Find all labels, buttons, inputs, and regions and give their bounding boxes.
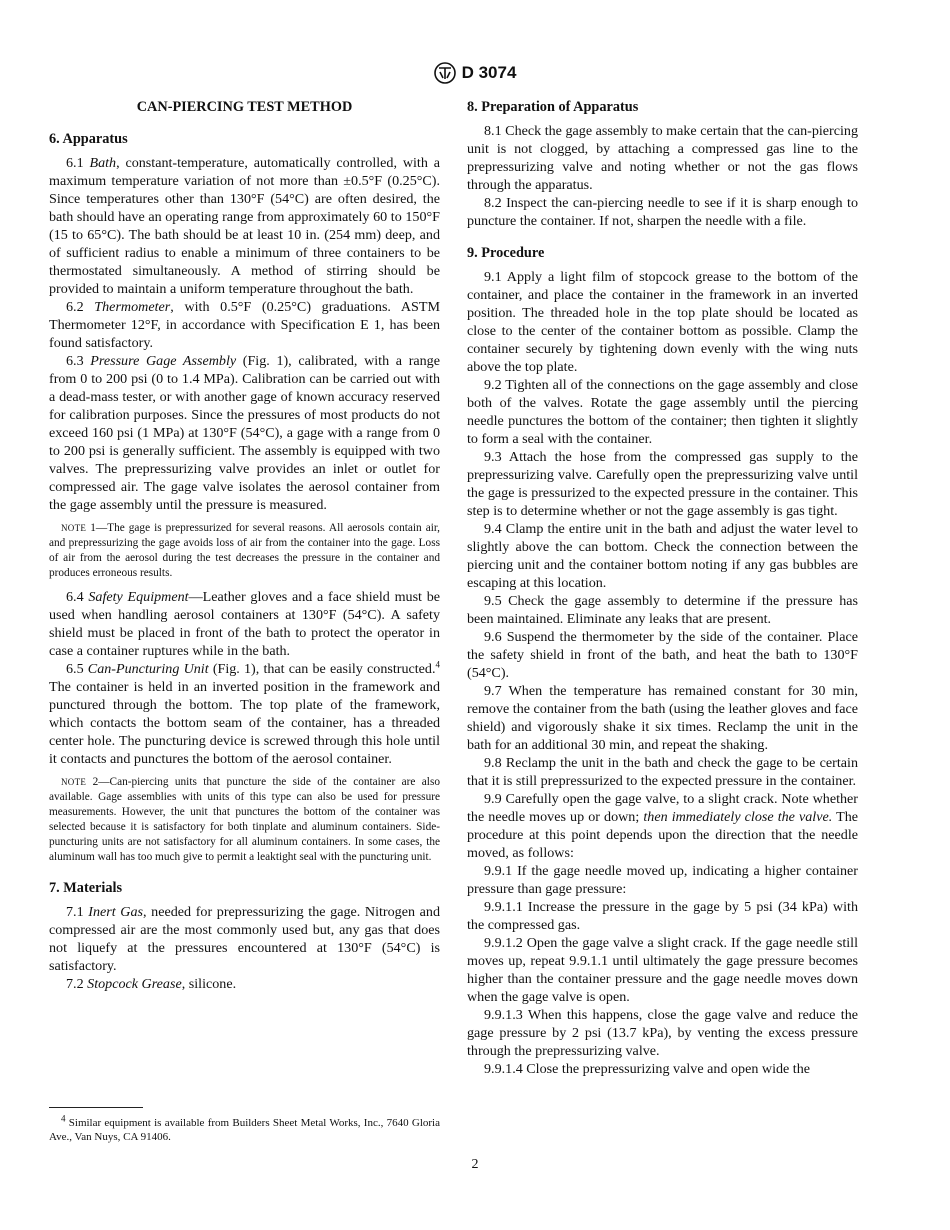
section-heading-preparation: 8. Preparation of Apparatus	[467, 99, 639, 115]
paragraph-6-3: 6.3 Pressure Gage Assembly (Fig. 1), calibrated, with a range from 0 to 200 psi (0 to 1.4 MPa). Calibration can be carried out with a dead-mass tester, or with another gage of known accuracy reserved for calibration purposes. Since the pressures of most products do not exceed 160 psi (1 MPa) at 130°F (54°C), a gage with a range from 0 to 200 psi is generally sufficient. The assembly is equipped with two valves. The prepressurizing valve provides an inlet or outlet for compressed air. The gage valve isolates the aerosol container from the gage assembly until the pressure is measured.	[49, 353, 440, 513]
note-2: NOTE 2—Can-piercing units that puncture the side of the container are also available. Gage assemblies with units of this type can also be used for pressure measurements. However, the unit that punctures the bottom of the container was selected because it is satisfactory for both tinplate and aluminum containers. Side-puncturing units are not satisfactory for all aluminum containers. In some cases, the aluminum wall has too much give to permit a leaktight seal with the puncturing unit.	[49, 776, 440, 863]
paragraph-6-4: 6.4 Safety Equipment—Leather gloves and a face shield must be used when handling aerosol containers at 130°F (54°C). A safety shield must be placed in front of the bath to protect the operator in case a container ruptures while in the bath.	[49, 589, 441, 659]
footnote-rule	[49, 1107, 143, 1108]
paragraph-6-1: 6.1 Bath, constant-temperature, automatically controlled, with a maximum temperature variation of not more than ±0.5°F (0.25°C). Since temperatures other than 130°F (54°C) are often desired, the bath should have an operating range from approximately 60 to 150°F (15 to 65°C). The bath should be at least 10 in. (254 mm) deep, and of sufficient radius to enable a minimum of three containers to be thermostated simultaneously. A method of stirring should be provided to maintain a uniform temperature throughout the bath.	[49, 155, 440, 297]
paragraph-9-9: 9.9 Carefully open the gage valve, to a slight crack. Note whether the needle moves up or down; then immediately close the valve. The procedure at this point depends upon the direction that the needle moved, as follows:	[467, 791, 859, 861]
paragraph-9-4: 9.4 Clamp the entire unit in the bath and adjust the water level to slightly above the can bottom. Check the connection between the piercing unit and the container bottom noting if any gas bubbles are escaping at this location.	[467, 521, 858, 591]
paragraph-9-8: 9.8 Reclamp the unit in the bath and check the gage to be certain that it is still prepressurized to the expected pressure in the container.	[467, 755, 858, 789]
footnote: $^4$ Similar equipment is available from Builders Sheet Metal Works, Inc., 7640 Gloria Ave., Van Nuys, CA 91406.	[49, 1113, 440, 1143]
paragraph-9-5: 9.5 Check the gage assembly to determine if the pressure has been maintained. Eliminate any leaks that are present.	[467, 593, 858, 627]
paragraph-6-5: 6.5 Can-Puncturing Unit (Fig. 1), that can be easily constructed.$^4$ The container is held in an inverted position in the framework and punctured through the bottom. The top plate of the framework, which contacts the bottom seam of the container, has a threaded center hole. The puncturing device is screwed through this hole until it contacts and punctures the bottom of the aerosol container.	[49, 659, 440, 767]
page-number: 2	[471, 1157, 479, 1172]
section-heading-apparatus: 6. Apparatus	[49, 131, 128, 147]
paragraph-9-3: 9.3 Attach the hose from the compressed gas supply to the prepressurizing valve. Carefully open the prepressurizing valve until the gage is pressurized to the expected pressure in the container. This step is to determine whether or not the gage assembly is gas tight.	[467, 449, 858, 519]
paragraph-9-2: 9.2 Tighten all of the connections on the gage assembly and close both of the valves. Rotate the gage assembly until the piercing needle punctures the bottom of the container; then tighten it slightly to form a seal with the container.	[467, 377, 858, 447]
paragraph-9-9-1-3: 9.9.1.3 When this happens, close the gage valve and reduce the gage pressure by 2 psi (13.7 kPa), by venting the excess pressure through the prepressurizing valve.	[467, 1007, 858, 1059]
method-title: CAN-PIERCING TEST METHOD	[136, 99, 353, 115]
paragraph-9-9-1: 9.9.1 If the gage needle moved up, indicating a higher container pressure than gage pressure:	[467, 863, 858, 897]
paragraph-7-1: 7.1 Inert Gas, needed for prepressurizing the gage. Nitrogen and compressed air are the most commonly used but, any gas that does not liquefy at the pressures encountered at 130°F (54°C) is satisfactory.	[49, 904, 440, 974]
astm-logo-icon	[434, 62, 456, 84]
paragraph-7-2: 7.2 Stopcock Grease, silicone.	[66, 976, 237, 992]
page-header	[0, 62, 950, 84]
paragraph-9-7: 9.7 When the temperature has remained constant for 30 min, remove the container from the bath (using the leather gloves and face shield) and vigorously shake it six times. Reclamp the unit in the bath for an additional 30 min, and repeat the shaking.	[467, 683, 858, 753]
paragraph-9-9-1-1: 9.9.1.1 Increase the pressure in the gage by 5 psi (34 kPa) with the compressed gas.	[467, 899, 858, 933]
standard-designation: D 3074	[461, 63, 517, 82]
paragraph-6-2: 6.2 Thermometer, with 0.5°F (0.25°C) graduations. ASTM Thermometer 12°F, in accordance with Specification E 1, has been found satisfactory.	[49, 299, 440, 351]
section-heading-procedure: 9. Procedure	[467, 245, 545, 261]
section-heading-materials: 7. Materials	[49, 880, 123, 896]
right-column	[467, 98, 858, 1078]
paragraph-9-6: 9.6 Suspend the thermometer by the side of the container. Place the safety shield in front of the bath, and heat the bath to 130°F (54°C).	[467, 629, 858, 681]
paragraph-9-1: 9.1 Apply a light film of stopcock grease to the bottom of the container, and place the container in the framework in an inverted position. The threaded hole in the top plate should be located as close to the center of the container bottom as possible. Clamp the container securely by tightening down evenly with the wing nuts above the top plate.	[467, 269, 858, 375]
note-1: NOTE 1—The gage is prepressurized for several reasons. All aerosols contain air, and prepressurizing the gage avoids loss of air from the container into the gage. Loss of air from the aerosol during the test decreases the pressure in the container and produces erroneous results.	[49, 522, 440, 579]
paragraph-9-9-1-4: 9.9.1.4 Close the prepressurizing valve and open wide the	[484, 1061, 811, 1077]
footnote-ref: 4	[435, 659, 440, 670]
paragraph-9-9-1-2: 9.9.1.2 Open the gage valve a slight crack. If the gage needle still moves up, repeat 9.9.1.1 until ultimately the gage pressure becomes higher than the container pressure and the gage needle moves down when the gage valve is open.	[467, 935, 858, 1005]
paragraph-8-1: 8.1 Check the gage assembly to make certain that the can-piercing unit is not clogged, by attaching a compressed gas line to the prepressurizing valve and noting whether or not the gas flows through the apparatus.	[467, 123, 858, 193]
left-column	[49, 98, 440, 993]
paragraph-8-2: 8.2 Inspect the can-piercing needle to see if it is sharp enough to puncture the container. If not, sharpen the needle with a file.	[467, 195, 858, 229]
